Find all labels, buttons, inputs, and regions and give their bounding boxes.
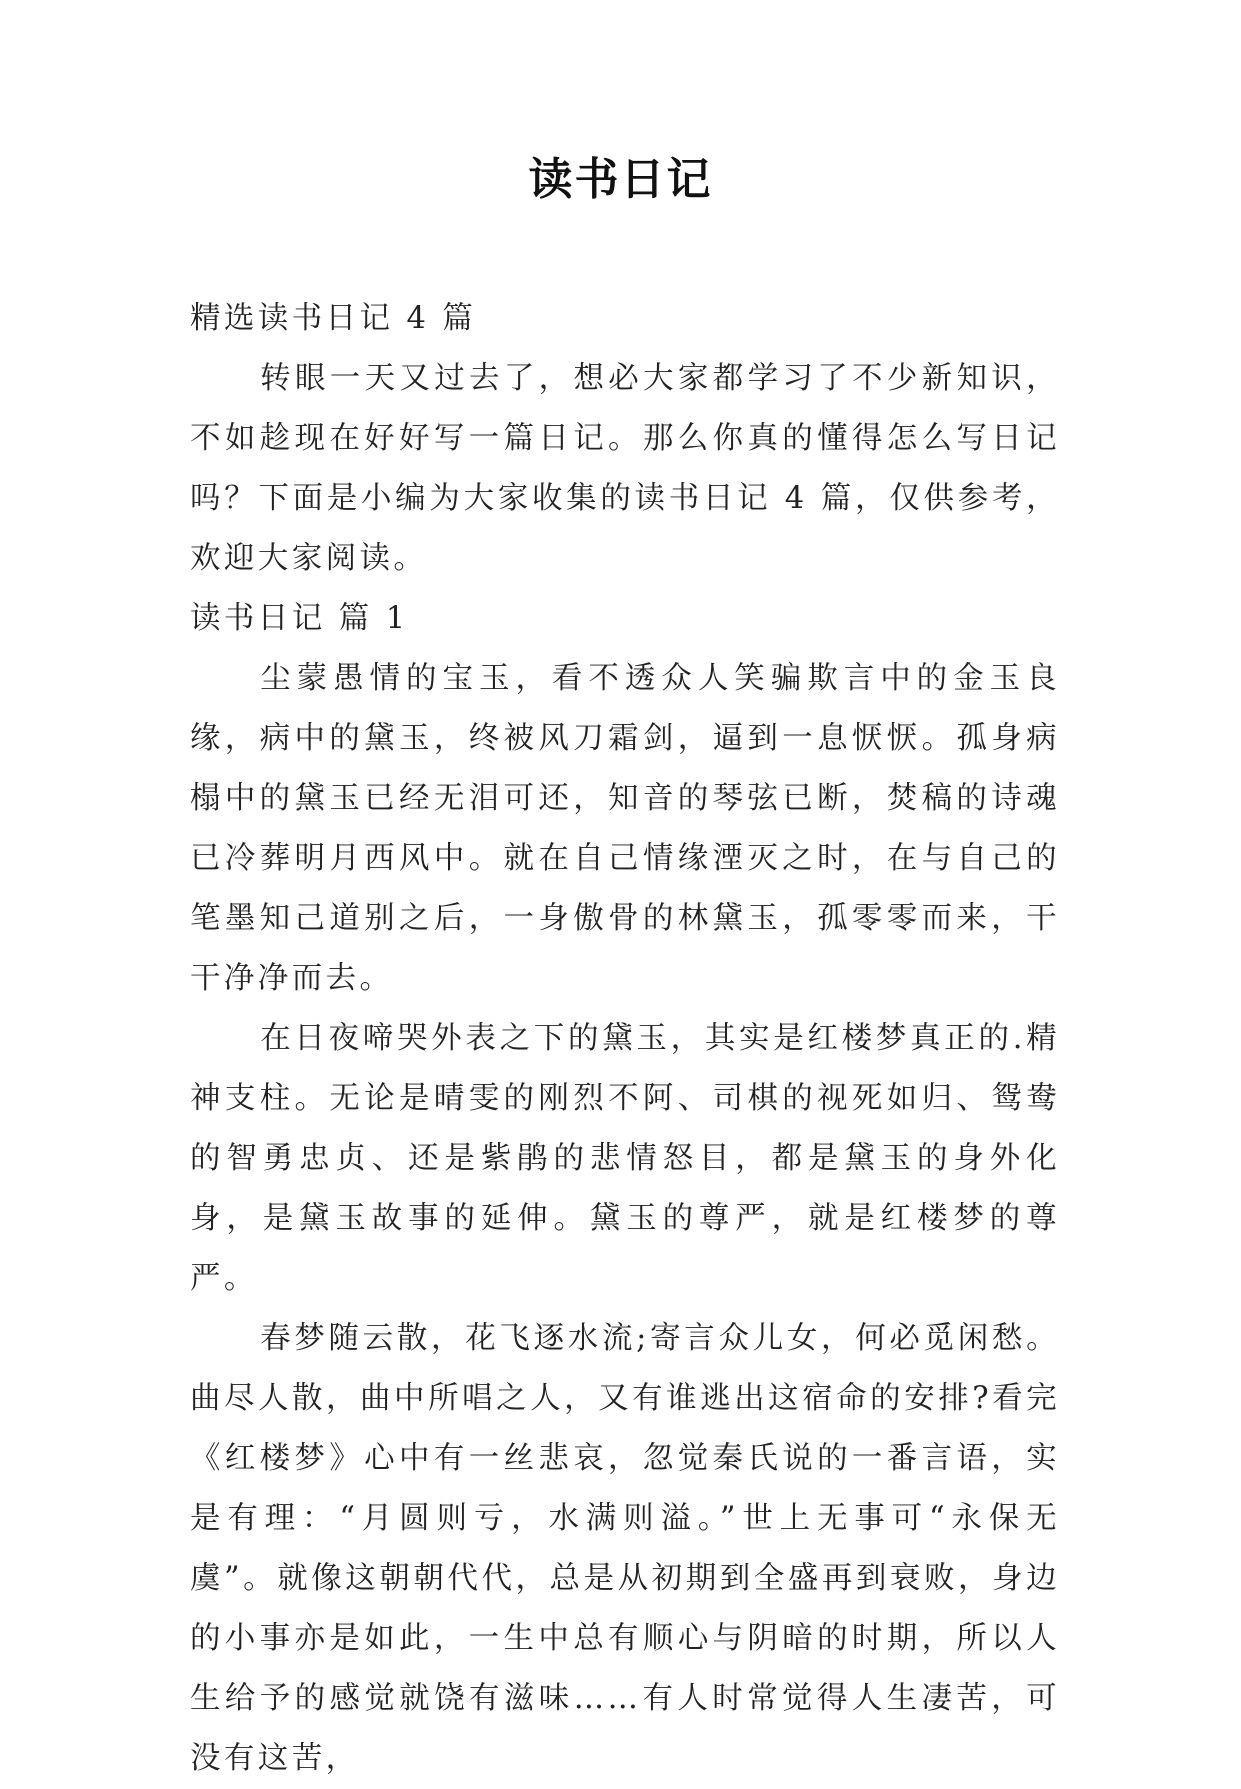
document-body — [190, 289, 1060, 1789]
body-paragraph-2: 在日夜啼哭外表之下的黛玉，其实是红楼梦真正的.精神支柱。无论是晴雯的刚烈不阿、司棋的视死如归、鸳鸯的智勇忠贞、还是紫鹃的悲情怒目，都是黛玉的身外化身，是黛玉故事的延伸。黛玉的尊严，就是红楼梦的尊严。 — [190, 1021, 1060, 1296]
body-paragraph-1: 尘蒙愚情的宝玉，看不透众人笑骗欺言中的金玉良缘，病中的黛玉，终被风刀霜剑，逼到一息恹恹。孤身病榻中的黛玉已经无泪可还，知音的琴弦已断，焚稿的诗魂已冷葬明月西风中。就在自己情缘湮灭之时，在与自己的笔墨知己道别之后，一身傲骨的林黛玉，孤零零而来，干干净净而去。 — [190, 661, 1060, 996]
body-paragraph-3: 春梦随云散，花飞逐水流;寄言众儿女，何必觅闲愁。曲尽人散，曲中所唱之人，又有谁逃出这宿命的安排?看完《红楼梦》心中有一丝悲哀，忽觉秦氏说的一番言语，实是有理：“月圆则亏，水满则溢。”世上无事可“永保无虞”。就像这朝朝代代，总是从初期到全盛再到衰败，身边的小事亦是如此，一生中总有顺心与阴暗的时期，所以人生给予的感觉就饶有滋味……有人时常觉得人生凄苦，可没有这苦， — [190, 1321, 1060, 1776]
section-heading: 读书日记 篇 1 — [190, 601, 409, 636]
document-subtitle: 精选读书日记 4 篇 — [190, 301, 477, 336]
document-title: 读书日记 — [528, 154, 713, 205]
intro-paragraph: 转眼一天又过去了，想必大家都学习了不少新知识，不如趁现在好好写一篇日记。那么你真的懂得怎么写日记吗？下面是小编为大家收集的读书日记 4 篇，仅供参考，欢迎大家阅读。 — [190, 361, 1060, 576]
